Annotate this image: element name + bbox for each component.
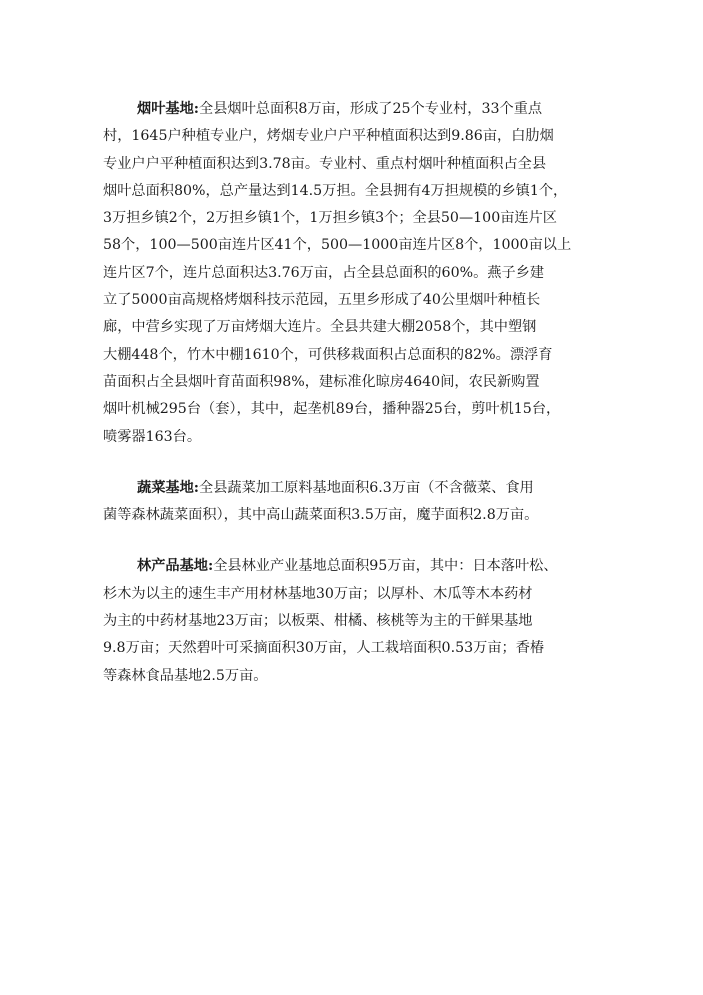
text-line: 3万担乡镇2个，2万担乡镇1个，1万担乡镇3个；全县50—100亩连片区 bbox=[103, 210, 557, 227]
text-line: 专业户户平种植面积达到3.78亩。专业村、重点村烟叶种植面积占全县 bbox=[103, 155, 547, 172]
text-line: 立了5000亩高规格烤烟科技示范园，五里乡形成了40公里烟叶种植长 bbox=[103, 292, 541, 309]
text-line: 为主的中药材基地23万亩；以板栗、柑橘、核桃等为主的干鲜果基地 bbox=[103, 613, 533, 630]
text-line: 廊，中营乡实现了万亩烤烟大连片。全县共建大棚2058个，其中塑钢 bbox=[103, 319, 537, 336]
text-line: 大棚448个，竹木中棚1610个，可供移栽面积占总面积的82%。漂浮育 bbox=[103, 346, 553, 363]
paragraph-forestry-base bbox=[103, 553, 623, 689]
section-heading: 林产品基地: bbox=[137, 558, 214, 575]
text-line bbox=[103, 96, 623, 123]
section-heading: 蔬菜基地: bbox=[137, 479, 199, 496]
section-heading: 烟叶基地: bbox=[137, 101, 199, 117]
text-line bbox=[103, 475, 623, 502]
text-span: 全县蔬菜加工原料基地面积6.3万亩（不含薇菜、食用 bbox=[199, 479, 534, 496]
text-span: 全县林业产业基地总面积95万亩，其中：日本落叶松、 bbox=[213, 558, 558, 575]
text-span: 全县烟叶总面积8万亩，形成了25个专业村，33个重点 bbox=[199, 101, 543, 117]
text-line: 58个，100—500亩连片区41个，500—1000亩连片区8个，1000亩以上 bbox=[103, 237, 572, 254]
text-line: 连片区7个，连片总面积达3.76万亩，占全县总面积的60%。燕子乡建 bbox=[103, 264, 545, 281]
text-line: 烟叶总面积80%，总产量达到14.5万担。全县拥有4万担规模的乡镇1个， bbox=[103, 182, 568, 199]
text-line: 菌等森林蔬菜面积），其中高山蔬菜面积3.5万亩，魔芋面积2.8万亩。 bbox=[103, 507, 539, 524]
text-line: 等森林食品基地2.5万亩。 bbox=[103, 667, 268, 684]
text-line: 9.8万亩；天然碧叶可采摘面积30万亩，人工栽培面积0.53万亩；香椿 bbox=[103, 640, 545, 657]
paragraph-tobacco-base bbox=[103, 96, 623, 451]
document-page bbox=[103, 96, 623, 714]
text-line: 村，1645户种植专业户，烤烟专业户户平种植面积达到9.86亩，白肋烟 bbox=[103, 128, 554, 145]
text-line: 喷雾器163台。 bbox=[103, 428, 202, 445]
text-line bbox=[103, 553, 623, 580]
text-line: 苗面积占全县烟叶育苗面积98%，建标准化晾房4640间，农民新购置 bbox=[103, 373, 540, 390]
text-line: 杉木为以主的速生丰产用材林基地30万亩；以厚朴、木瓜等木本药材 bbox=[103, 585, 533, 602]
paragraph-vegetable-base bbox=[103, 475, 623, 530]
text-line: 烟叶机械295台（套），其中，起垄机89台，播种器25台，剪叶机15台， bbox=[103, 401, 561, 418]
